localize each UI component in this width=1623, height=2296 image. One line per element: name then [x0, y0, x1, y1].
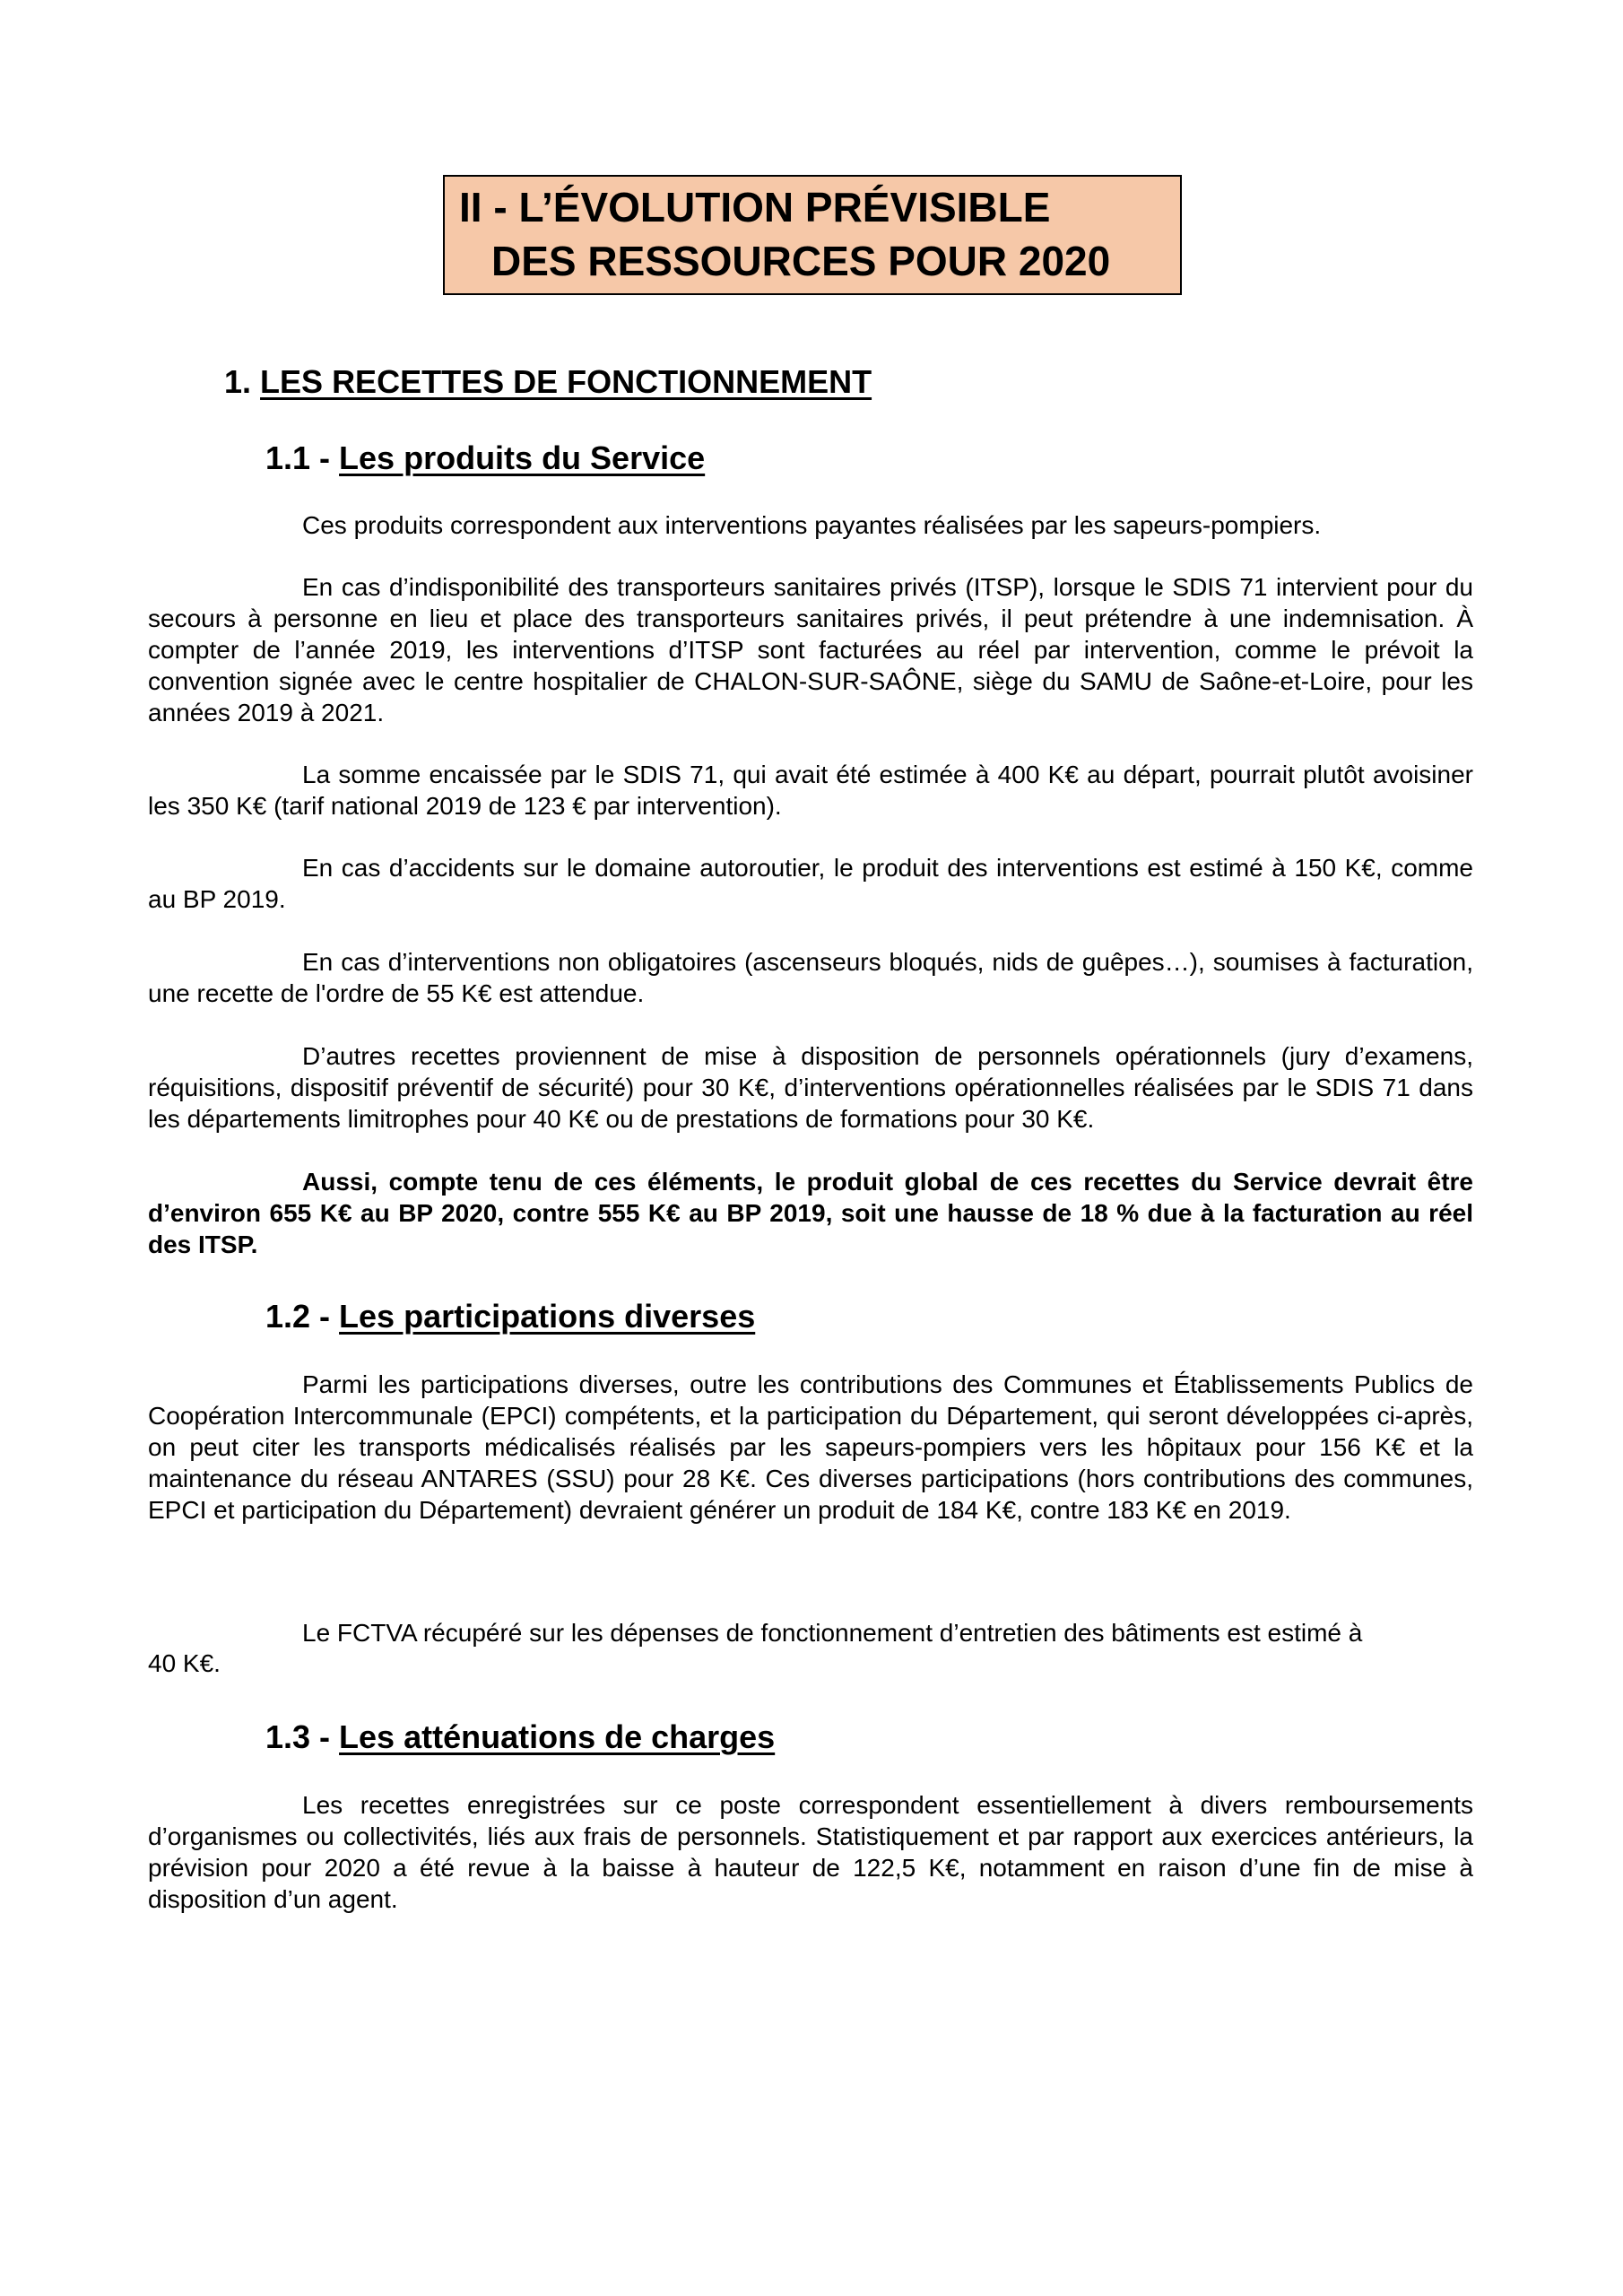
- section-1-number: 1.: [224, 363, 252, 400]
- section-1-title: LES RECETTES DE FONCTIONNEMENT: [260, 363, 872, 400]
- paragraph-1-1-b: En cas d’indisponibilité des transporteurs sanitaires privés (ITSP), lorsque le SDIS 71 intervient pour du secours à personne en lieu et place des transporteurs sanitaires privés, il peut prétendre à une indemnisation. À compter de l’année 2019, les interventions d’ITSP sont facturées au réel par intervention, comme le prévoit la convention signée avec le centre hospitalier de CHALON-SUR-SAÔNE, siège du SAMU de Saône-et-Loire, pour les années 2019 à 2021.: [148, 573, 1473, 726]
- section-1-2-heading: [265, 1295, 755, 1338]
- paragraph-1-1-f: D’autres recettes proviennent de mise à disposition de personnels opérationnels (jury d’examens, réquisitions, dispositif préventif de sécurité) pour 30 K€, d’interventions opérationnelles réalisées par le SDIS 71 dans les départements limitrophes pour 40 K€ ou de prestations de formations pour 30 K€.: [148, 1042, 1473, 1133]
- paragraph-1-1-a: Ces produits correspondent aux interventions payantes réalisées par les sapeurs-pompiers.: [302, 511, 1322, 539]
- section-1-1-heading: [265, 437, 705, 480]
- paragraph-1-2-fctva-line-2: 40 K€.: [148, 1649, 221, 1677]
- section-1-2-title: Les participations diverses: [339, 1298, 756, 1335]
- paragraph-1-1-summary: Aussi, compte tenu de ces éléments, le produit global de ces recettes du Service devrait être d’environ 655 K€ au BP 2020, contre 555 K€ au BP 2019, soit une hausse de 18 % due à la facturation au réel des ITSP.: [148, 1168, 1473, 1258]
- paragraph-1-1-e: En cas d’interventions non obligatoires (ascenseurs bloqués, nids de guêpes…), soumises à facturation, une recette de l'ordre de 55 K€ est attendue.: [148, 948, 1473, 1007]
- title-box: [443, 175, 1182, 295]
- section-1-3-title: Les atténuations de charges: [339, 1718, 776, 1755]
- page-title-line-2: DES RESSOURCES POUR 2020: [491, 238, 1111, 284]
- paragraph-1-3-a: Les recettes enregistrées sur ce poste correspondent essentiellement à divers remboursements d’organismes ou collectivités, liés aux frais de personnels. Statistiquement et par rapport aux exercices antérieurs, la prévision pour 2020 a été revue à la baisse à hauteur de 122,5 K€, notamment en raison d’une fin de mise à disposition d’un agent.: [148, 1791, 1473, 1913]
- paragraph-1-2-a: Parmi les participations diverses, outre les contributions des Communes et Établissements Publics de Coopération Intercommunale (EPCI) compétents, et la participation du Département, qui seront développées ci-après, on peut citer les transports médicalisés réalisés par les sapeurs-pompiers vers les hôpitaux pour 156 K€ et la maintenance du réseau ANTARES (SSU) pour 28 K€. Ces diverses participations (hors contributions des communes, EPCI et participation du Département) devraient générer un produit de 184 K€, contre 183 K€ en 2019.: [148, 1370, 1473, 1524]
- paragraph-1-1-d: En cas d’accidents sur le domaine autoroutier, le produit des interventions est estimé à 150 K€, comme au BP 2019.: [148, 854, 1473, 913]
- section-1-3-heading: [265, 1716, 775, 1759]
- section-1-heading: [224, 361, 872, 404]
- page-title-line-1: II - L’ÉVOLUTION PRÉVISIBLE: [459, 184, 1051, 230]
- section-1-2-number: 1.2 -: [265, 1298, 340, 1335]
- section-1-1-title: Les produits du Service: [339, 439, 706, 476]
- section-1-1-number: 1.1 -: [265, 439, 340, 476]
- paragraph-1-1-c: La somme encaissée par le SDIS 71, qui avait été estimée à 400 K€ au départ, pourrait plutôt avoisiner les 350 K€ (tarif national 2019 de 123 € par intervention).: [148, 761, 1473, 820]
- paragraph-1-2-fctva-line-1: Le FCTVA récupéré sur les dépenses de fonctionnement d’entretien des bâtiments est estimé à: [302, 1619, 1363, 1647]
- section-1-3-number: 1.3 -: [265, 1718, 340, 1755]
